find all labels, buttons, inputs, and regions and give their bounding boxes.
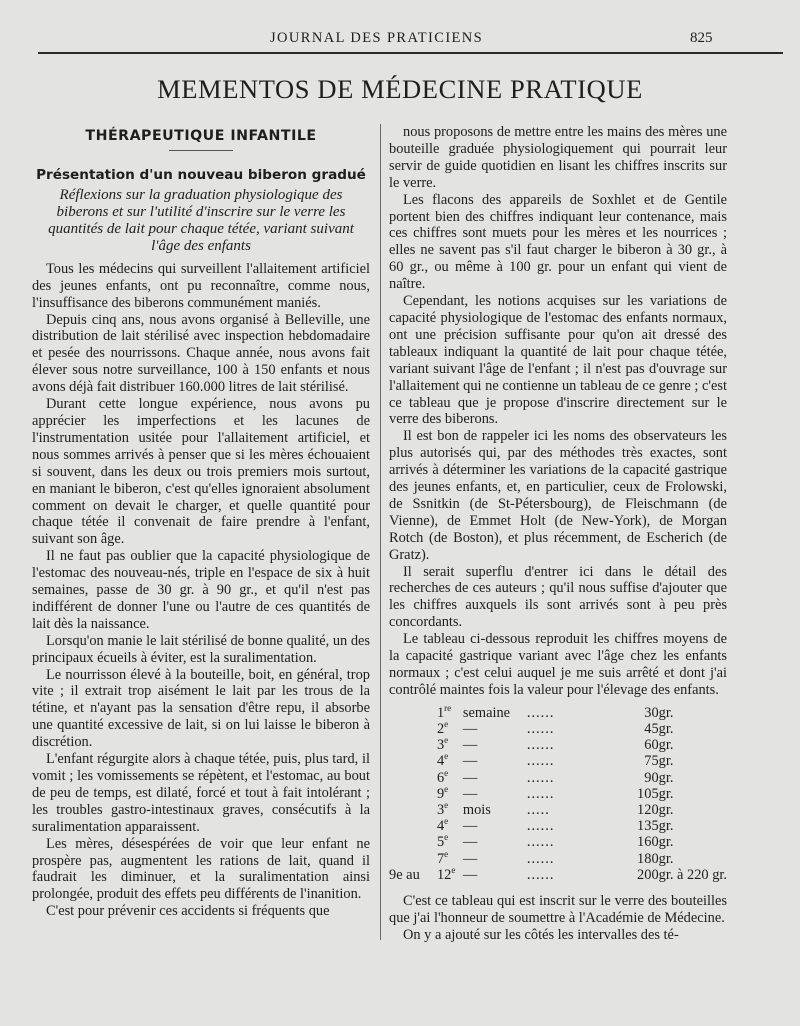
row-unit: gr. bbox=[658, 737, 674, 754]
row-dots: ...... bbox=[526, 785, 555, 802]
page-number: 825 bbox=[690, 30, 713, 46]
row-dots: ...... bbox=[526, 704, 555, 721]
column-divider bbox=[380, 124, 381, 940]
row-dots: ...... bbox=[526, 818, 555, 835]
paragraph: Le tableau ci-dessous reproduit les chiffres moyens de la capacité gastrique variant avec l'âge chez les enfants normaux ; c'est celui auquel je me suis arrêté et dont j'ai contrôlé maintes fois la valeur pour l'élevage des enfants. bbox=[389, 631, 727, 698]
ordinal-suffix: re bbox=[444, 703, 452, 714]
row-prefix bbox=[389, 851, 437, 867]
paragraph: Durant cette longue expérience, nous avons pu apprécier les imperfections et les lacunes de l'instrumentation usitée pour l'allaitement artificiel, et nous sommes arrivés à penser que si les mères échouaient si souvent, dans les deux ou trois premiers mois surtout, en maniant le biberon, c'est qu'elles ignoraient absolument comment on devait le charger, et quelle quantité pour chaque tétée il convenait de faire prendre à l'enfant, suivant son âge. bbox=[32, 396, 370, 548]
row-prefix bbox=[389, 705, 437, 721]
paragraph: Tous les médecins qui surveillent l'allaitement artificiel des jeunes enfants, ont pu reconnaître, comme nous, l'insuffisance des biberons communément maniés. bbox=[32, 260, 370, 311]
ordinal-number: 4 bbox=[436, 818, 445, 835]
row-unit: gr. bbox=[658, 704, 674, 721]
ordinal-suffix: e bbox=[444, 751, 449, 762]
right-paragraphs-after bbox=[389, 893, 727, 944]
row-unit: gr. bbox=[658, 850, 674, 867]
paragraph: Les mères, désespérées de voir que leur enfant ne prospère pas, augmentent les rations de lait, quand il faudrait les diminuer, et la suralimentation ainsi prolongée, produit des effets peu différents de l'inanition. bbox=[32, 835, 370, 903]
row-value: 200 bbox=[637, 866, 659, 883]
ordinal-suffix: e bbox=[451, 865, 456, 876]
row-value: 60 bbox=[644, 737, 659, 754]
row-ordinal bbox=[437, 721, 463, 737]
table-row bbox=[389, 737, 727, 753]
ordinal-number: 4 bbox=[436, 753, 445, 770]
row-label: — bbox=[462, 769, 478, 786]
row-label: — bbox=[462, 834, 478, 851]
row-prefix bbox=[389, 737, 437, 753]
ordinal-suffix: e bbox=[444, 784, 449, 795]
right-column bbox=[389, 124, 727, 944]
row-dots: ...... bbox=[526, 721, 555, 738]
section-heading: THÉRAPEUTIQUE INFANTILE bbox=[85, 128, 317, 144]
row-prefix: 9e au bbox=[389, 866, 420, 883]
paragraph: Il ne faut pas oublier que la capacité physiologique de l'estomac des nouveau-nés, triple en l'espace de six à huit semaines, passe de 30 gr. à 90 gr., et qu'il n'est pas indifférent de donner l'une ou l'autre de ces quantités de lait dès la naissance. bbox=[32, 548, 370, 632]
ordinal-number: 6 bbox=[436, 769, 445, 786]
row-prefix bbox=[389, 818, 437, 834]
table-row bbox=[389, 834, 727, 850]
article-title: Présentation d'un nouveau biberon gradué bbox=[36, 166, 366, 183]
paragraph: C'est ce tableau qui est inscrit sur le verre des bouteilles que j'ai l'honneur de soumettre à l'Académie de Médecine. bbox=[389, 893, 727, 926]
right-paragraphs-before bbox=[389, 124, 727, 699]
row-ordinal bbox=[437, 705, 463, 721]
row-label: — bbox=[462, 737, 478, 754]
main-title: MEMENTOS DE MÉDECINE PRATIQUE bbox=[157, 74, 643, 104]
capacity-table bbox=[389, 705, 727, 883]
row-value: 180 bbox=[637, 850, 659, 867]
ordinal-suffix: e bbox=[444, 816, 449, 827]
ordinal-number: 2 bbox=[436, 721, 445, 738]
row-ordinal bbox=[437, 867, 463, 883]
left-paragraphs bbox=[32, 261, 370, 920]
row-unit: gr. à 220 gr. bbox=[658, 866, 727, 883]
row-value: 90 bbox=[644, 769, 659, 786]
row-unit: gr. bbox=[658, 721, 674, 738]
row-dots: ...... bbox=[526, 769, 555, 786]
row-dots: ...... bbox=[526, 753, 555, 770]
row-unit: gr. bbox=[658, 818, 674, 835]
row-ordinal bbox=[436, 848, 463, 867]
paragraph: Depuis cinq ans, nous avons organisé à Belleville, une distribution de lait stérilisé avec inspection hebdomadaire et pesée des nourrissons. Chaque année, nous avons fait élever sous notre surveillance, 100 à 150 enfants et nous avons déjà fait distribuer 160.000 litres de lait stérilisé. bbox=[32, 311, 370, 396]
row-dots: ..... bbox=[526, 802, 550, 819]
table-row bbox=[389, 818, 727, 834]
row-ordinal bbox=[437, 753, 463, 769]
paragraph: Cependant, les notions acquises sur les variations de capacité physiologique de l'estomac des enfants normaux, ont une précision suffisante pour qu'on ait dressé des tableaux indiquant la quantité de lait pour chaque tétée, variant suivant l'âge de l'enfant ; il n'est pas d'ouvrage sur l'allaitement qui ne contienne un tableau de ce genre ; c'est ce tableau que je propose d'inscrire directement sur le verre des biberons. bbox=[389, 293, 727, 428]
ordinal-number: 3 bbox=[436, 802, 445, 819]
table-row bbox=[389, 770, 727, 786]
row-dots: ...... bbox=[526, 850, 555, 867]
row-value: 135 bbox=[637, 818, 659, 835]
paragraph: L'enfant régurgite alors à chaque tétée, puis, plus tard, il vomit ; les vomissements se répètent, et l'estomac, au bout de peu de temps, est dilaté, forcé et tout à fait intolérant ; les troubles gastro-intestinaux graves, consécutifs à la suralimentation apparaissent. bbox=[32, 751, 370, 835]
row-label: — bbox=[462, 866, 478, 883]
paragraph: C'est pour prévenir ces accidents si fréquents que bbox=[46, 903, 330, 920]
paragraph: Le nourrisson élevé à la bouteille, boit, en général, trop vite ; il extrait trop aisément le lait par les trous de la tétine, et n'ayant pas la sensation d'être repu, il absorbe une quantité excessive de lait, si on lui laisse le biberon à discrétion. bbox=[32, 666, 370, 751]
row-value: 45 bbox=[644, 721, 659, 738]
row-label: mois bbox=[462, 802, 491, 819]
row-dots: ...... bbox=[526, 834, 555, 851]
section-rule bbox=[169, 150, 233, 151]
ordinal-suffix: e bbox=[444, 800, 449, 811]
row-prefix bbox=[389, 802, 437, 818]
row-label: — bbox=[462, 850, 478, 867]
row-ordinal bbox=[436, 767, 463, 786]
header-rule bbox=[38, 52, 783, 54]
row-ordinal bbox=[437, 834, 463, 850]
table-row bbox=[389, 851, 727, 867]
ordinal-suffix: e bbox=[444, 848, 449, 859]
row-ordinal bbox=[437, 786, 463, 802]
ordinal-number: 9 bbox=[436, 785, 445, 802]
paragraph: nous proposons de mettre entre les mains des mères une bouteille graduée physiologiquement qui pourrait leur servir de guide quotidien en lisant les chiffres inscrits sur le verre. bbox=[389, 124, 727, 191]
row-unit: gr. bbox=[658, 785, 674, 802]
row-unit: gr. bbox=[658, 834, 674, 851]
ordinal-number: 12 bbox=[436, 866, 452, 883]
row-value: 120 bbox=[637, 802, 659, 819]
row-value: 105 bbox=[637, 785, 659, 802]
article-subtitle: Réflexions sur la graduation physiologique des biberons et sur l'utilité d'inscrire sur le verre les quantités de lait pour chaque tétée, variant suivant l'âge des enfants bbox=[48, 186, 354, 254]
row-prefix bbox=[389, 834, 437, 850]
row-ordinal bbox=[437, 737, 463, 753]
row-label: — bbox=[462, 721, 478, 738]
row-unit: gr. bbox=[658, 769, 674, 786]
row-prefix bbox=[389, 786, 437, 802]
journal-title: JOURNAL DES PRATICIENS bbox=[270, 30, 484, 46]
row-label: — bbox=[462, 753, 478, 770]
row-value: 160 bbox=[637, 834, 659, 851]
table-row bbox=[389, 705, 727, 721]
ordinal-number: 7 bbox=[436, 850, 445, 867]
paragraph: Lorsqu'on manie le lait stérilisé de bonne qualité, un des principaux écueils à éviter, est la suralimentation. bbox=[32, 632, 370, 666]
table-row bbox=[389, 753, 727, 769]
row-unit: gr. bbox=[658, 802, 674, 819]
table-row bbox=[389, 721, 727, 737]
row-prefix bbox=[389, 770, 437, 786]
row-label: semaine bbox=[462, 704, 511, 721]
ordinal-suffix: e bbox=[444, 832, 449, 843]
paragraph: Les flacons des appareils de Soxhlet et de Gentile portent bien des chiffres indiquant leur contenance, mais ces chiffres sont muets pour les mères et les nourrices ; elles ne savent pas s'il faut charger le biberon à 30 gr., à 60 gr., ou même à 100 gr. pour un enfant qui vient de naître. bbox=[389, 191, 727, 293]
left-column bbox=[32, 124, 370, 920]
row-label: — bbox=[462, 818, 478, 835]
row-unit: gr. bbox=[658, 753, 674, 770]
row-ordinal bbox=[437, 802, 463, 818]
ordinal-number: 5 bbox=[436, 834, 445, 851]
running-head bbox=[0, 30, 800, 50]
row-prefix bbox=[389, 721, 437, 737]
paragraph: Il serait superflu d'entrer ici dans le détail des recherches de ces auteurs ; qu'il nous suffise d'ajouter que les chiffres auxquels ils sont arrivés sont à peu près concordants. bbox=[389, 563, 727, 631]
ordinal-number: 3 bbox=[436, 737, 445, 754]
row-dots: ...... bbox=[526, 737, 555, 754]
row-value: 75 bbox=[644, 753, 659, 770]
ordinal-number: 1 bbox=[436, 704, 445, 721]
row-prefix bbox=[389, 753, 437, 769]
row-dots: ...... bbox=[526, 866, 555, 883]
paragraph: Il est bon de rappeler ici les noms des observateurs les plus autorisés qui, par des méthodes très exactes, sont arrivés à déterminer les variations de la capacité gastrique des jeunes enfants, et, en particulier, ceux de Frolowski, de Ssnitkin (de St-Pétersbourg), de Fleischmann (de Vienne), de Emmet Holt (de New-York), de Morgan Rotch (de Boston), et plus récemment, de Escherich (de Gratz). bbox=[389, 428, 727, 563]
ordinal-suffix: e bbox=[444, 767, 449, 778]
row-ordinal bbox=[437, 818, 463, 834]
table-row bbox=[389, 867, 727, 883]
table-row bbox=[389, 786, 727, 802]
row-label: — bbox=[462, 785, 478, 802]
paragraph: On y a ajouté sur les côtés les intervalles des té- bbox=[403, 926, 679, 943]
table-row bbox=[389, 802, 727, 818]
ordinal-suffix: e bbox=[444, 735, 449, 746]
ordinal-suffix: e bbox=[444, 719, 449, 730]
row-value: 30 bbox=[644, 704, 659, 721]
